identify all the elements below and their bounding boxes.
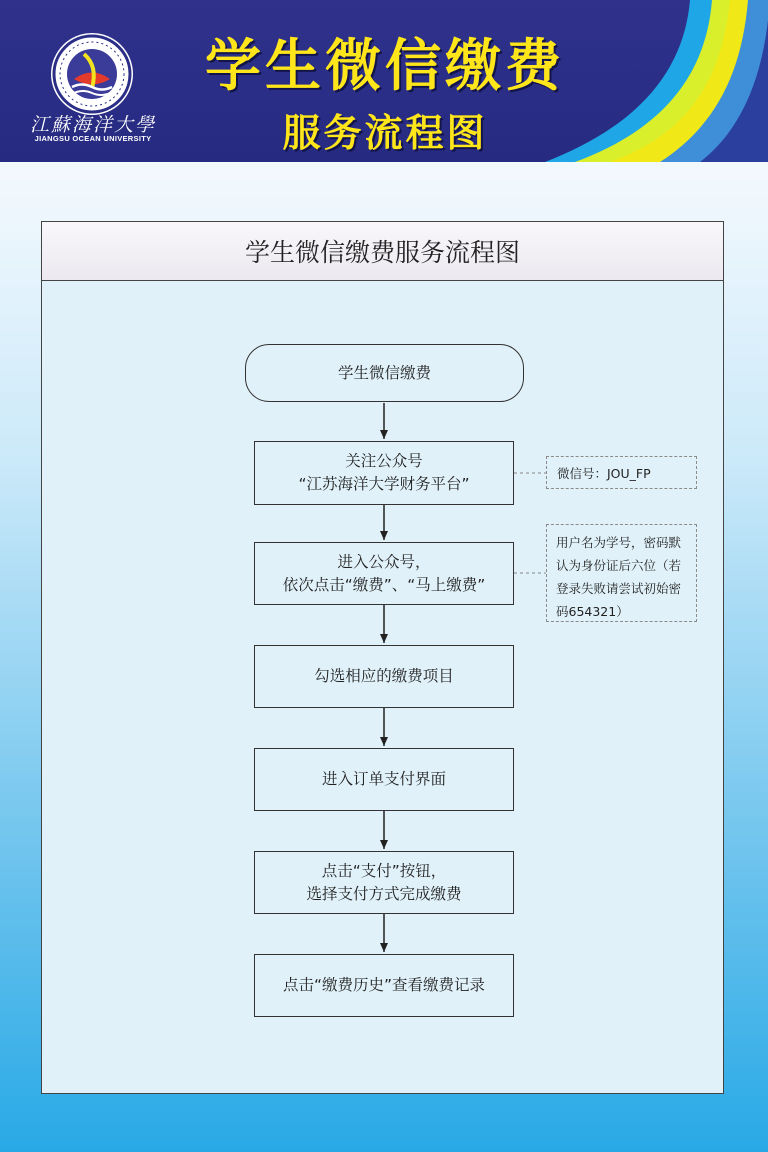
step-5-line-2: 选择支付方式完成缴费 (306, 884, 462, 903)
step-1-line-2: “江苏海洋大学财务平台” (298, 475, 470, 493)
flowchart-step-3 (254, 645, 514, 708)
flowchart-step-5 (254, 851, 514, 914)
step-2-line-2: 依次点击“缴费”、“马上缴费” (282, 575, 486, 594)
step-6-line-1: 点击“缴费历史”查看缴费记录 (282, 976, 486, 994)
note-login-hint-line-3: 登录失败请尝试初始密 (556, 581, 682, 596)
note-login-hint-line-2: 认为身份证后六位（若 (556, 558, 682, 573)
university-name-en: JIANGSU OCEAN UNIVERSITY (34, 134, 152, 143)
flowchart-step-6 (254, 954, 514, 1017)
header-banner (0, 0, 768, 162)
flowchart-start-node (245, 344, 524, 402)
step-5-line-1: 点击“支付”按钮， (321, 861, 447, 880)
step-2-line-1: 进入公众号， (337, 552, 431, 571)
page-subtitle: 服务流程图 (282, 111, 488, 155)
flowchart-start-label: 学生微信缴费 (337, 363, 431, 382)
flowchart-step-2 (254, 542, 514, 605)
flowchart-title: 学生微信缴费服务流程图 (244, 238, 520, 267)
university-emblem-icon (50, 32, 134, 116)
step-1-line-1: 关注公众号 (345, 452, 423, 470)
note-login-hint-line-1: 用户名为学号，密码默 (556, 535, 682, 550)
step-4-line-1: 进入订单支付界面 (321, 770, 446, 788)
page-title: 学生微信缴费 (205, 34, 565, 99)
flowchart-panel (41, 221, 724, 1094)
step-3-line-1: 勾选相应的缴费项目 (314, 667, 454, 685)
note-login-hint (546, 524, 697, 622)
flowchart-step-1 (254, 441, 514, 505)
note-wechat-id-text: 微信号：JOU_FP (557, 465, 651, 481)
note-wechat-id (546, 456, 697, 489)
university-name-cn: 江蘇海洋大學 (30, 114, 157, 136)
note-login-hint-line-4: 码654321） (556, 604, 629, 619)
flowchart-step-4 (254, 748, 514, 811)
